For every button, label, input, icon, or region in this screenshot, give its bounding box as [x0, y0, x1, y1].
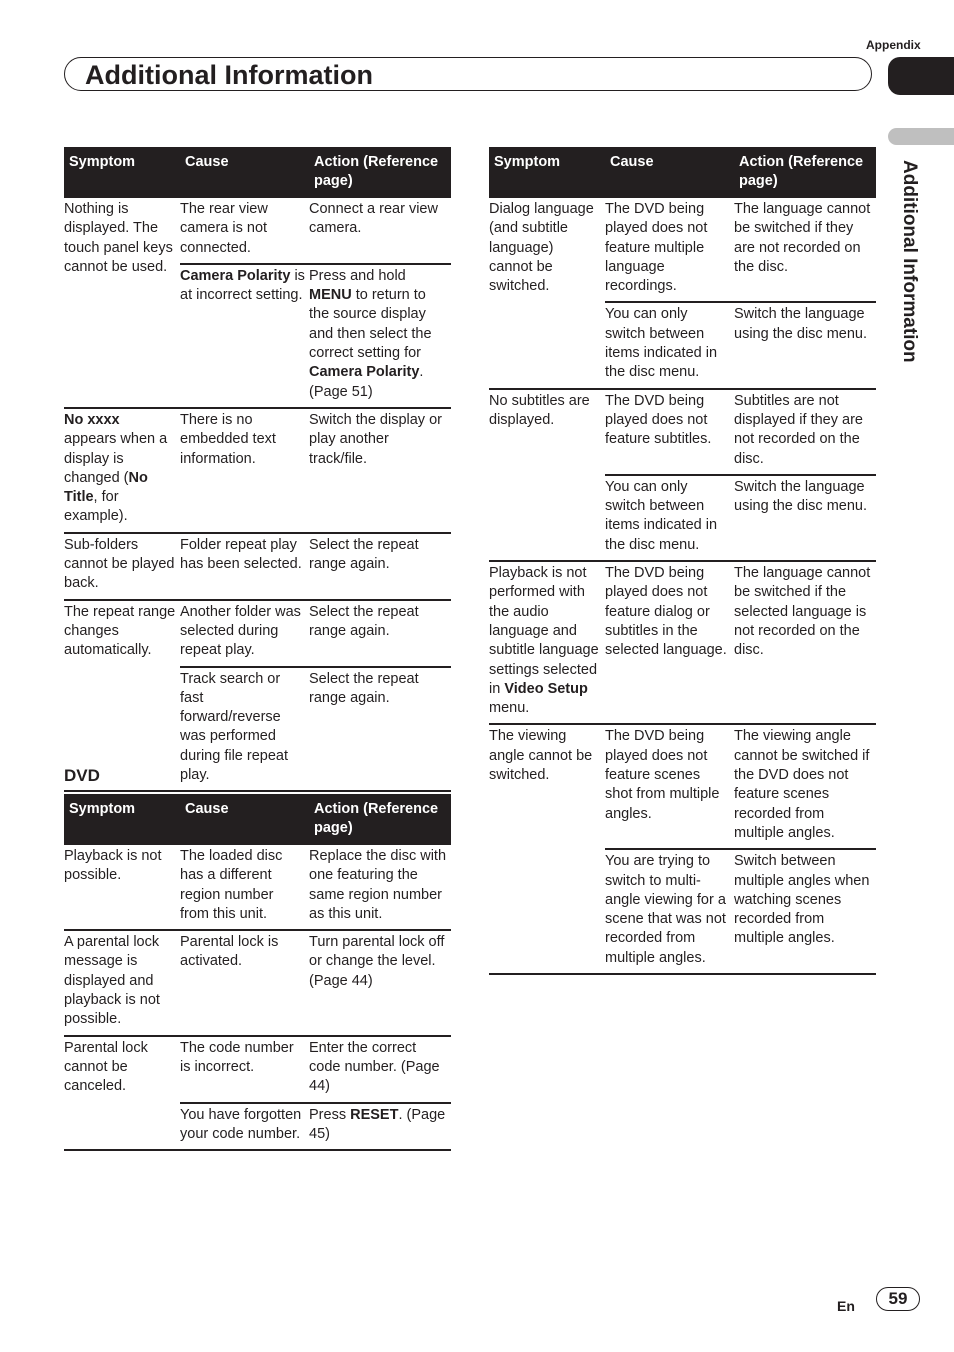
cause-cell: Folder repeat play has been selected. — [180, 533, 309, 600]
symptom-cell: No subtitles are displayed. — [489, 389, 605, 561]
action-cell: Replace the disc with one featuring the same region number as this unit. — [309, 848, 447, 922]
cause-cell: The DVD being played does not feature multiple language recordings. — [605, 201, 708, 295]
action-cell: Connect a rear view camera. — [309, 201, 438, 237]
setting-name: Camera Polarity — [180, 267, 291, 284]
header-cause: Cause — [605, 147, 734, 198]
cause-cell: The DVD being played does not feature dialog or subtitles in the selected language. — [605, 561, 734, 724]
cause-cell: You can only switch between items indicated in the disc menu. — [605, 475, 734, 561]
table-header-row — [489, 147, 876, 198]
header-symptom: Symptom — [64, 794, 180, 845]
table-row — [64, 930, 451, 1035]
action-text: Press — [309, 1106, 347, 1123]
table-row — [489, 389, 876, 475]
chapter-tab-gray — [888, 128, 954, 145]
action-text: . (Page 51) — [309, 364, 424, 400]
message-name: No xxxx — [64, 411, 120, 428]
cause-cell: You have forgotten your code number. — [180, 1103, 309, 1151]
action-cell: Turn parental lock off or change the level. (Page 44) — [309, 930, 451, 1035]
cause-cell: There is no embedded text information. — [180, 408, 309, 533]
table-row — [64, 408, 451, 533]
table-header-row — [64, 147, 451, 198]
cause-cell: The loaded disc has a different region number from this unit. — [180, 848, 283, 922]
symptom-cell: Playback is not possible. — [64, 848, 162, 884]
table-row — [489, 561, 876, 724]
action-text: . (Page 45) — [309, 1106, 446, 1142]
symptom-text: menu. — [489, 700, 530, 717]
action-cell: Switch the language using the disc menu. — [734, 475, 876, 561]
table-header-row — [64, 794, 451, 845]
symptom-cell: Parental lock cannot be canceled. — [64, 1036, 180, 1150]
key-name: MENU — [309, 287, 352, 304]
page-title-box — [64, 57, 872, 91]
symptom-cell: Nothing is displayed. The touch panel keys cannot be used. — [64, 201, 173, 275]
action-text: Press and hold — [309, 267, 406, 284]
table-row — [64, 1036, 451, 1103]
setting-name: Camera Polarity — [309, 364, 420, 381]
symptom-cell: Dialog language (and subtitle language) cannot be switched. — [489, 201, 594, 295]
cause-cell: The code number is incorrect. — [180, 1036, 309, 1103]
side-chapter-label: Additional Information — [899, 160, 920, 363]
cause-text: is at incorrect setting. — [180, 267, 305, 304]
action-cell: Switch between multiple angles when watching scenes recorded from multiple angles. — [734, 849, 876, 974]
action-cell: Switch the language using the disc menu. — [734, 302, 876, 388]
table-row — [489, 724, 876, 849]
cause-cell: The rear view camera is not connected. — [180, 201, 268, 256]
chapter-tab-black — [888, 57, 954, 95]
action-cell: The language cannot be switched if they are not recorded on the disc. — [734, 201, 871, 275]
language-label: En — [837, 1298, 855, 1314]
cause-cell: You can only switch between items indicated in the disc menu. — [605, 302, 734, 388]
table-row — [64, 845, 451, 930]
header-symptom: Symptom — [489, 147, 605, 198]
header-cause: Cause — [180, 147, 309, 198]
symptom-cell: A parental lock message is displayed and playback is not possible. — [64, 930, 180, 1035]
troubleshooting-table-general — [64, 147, 451, 792]
cause-cell: The DVD being played does not feature scenes shot from multiple angles. — [605, 724, 734, 849]
symptom-text: Playback is not performed with the audio language and subtitle language settings selected in — [489, 565, 599, 697]
troubleshooting-table-dvd — [64, 794, 451, 1151]
symptom-cell: The viewing angle cannot be switched. — [489, 724, 605, 974]
header-action: Action (Reference page) — [309, 794, 451, 845]
symptom-cell: The repeat range changes automatically. — [64, 600, 180, 792]
header-cause: Cause — [180, 794, 309, 845]
action-cell: Enter the correct code number. (Page 44) — [309, 1036, 451, 1103]
header-action: Action (Reference page) — [734, 147, 876, 198]
symptom-cell: Sub-folders cannot be played back. — [64, 533, 180, 600]
key-name: RESET — [350, 1106, 399, 1123]
message-name: No Title — [64, 469, 148, 506]
action-cell: Select the repeat range again. — [309, 600, 451, 667]
table-row — [64, 533, 451, 600]
cause-cell — [180, 264, 309, 408]
cause-cell: You are trying to switch to multi-angle viewing for a scene that was not recorded from multiple angles. — [605, 849, 734, 974]
action-cell: The viewing angle cannot be switched if the DVD does not feature scenes recorded from multiple angles. — [734, 724, 876, 849]
action-cell — [309, 264, 451, 408]
action-text: to return to the source display and then select the correct setting for — [309, 287, 432, 362]
menu-name: Video Setup — [504, 680, 588, 697]
header-symptom: Symptom — [64, 147, 180, 198]
table-row — [64, 198, 451, 264]
section-title-dvd: DVD — [64, 766, 100, 785]
cause-cell: Parental lock is activated. — [180, 930, 309, 1035]
symptom-text: appears when a display is changed ( — [64, 431, 168, 486]
table-row — [64, 600, 451, 667]
symptom-cell — [489, 561, 605, 724]
cause-cell: The DVD being played does not feature subtitles. — [605, 389, 734, 475]
action-cell: Switch the display or play another track/file. — [309, 408, 451, 533]
action-cell — [309, 1103, 451, 1151]
symptom-text: , for example). — [64, 489, 128, 525]
action-cell: Subtitles are not displayed if they are not recorded on the disc. — [734, 389, 876, 475]
action-cell: Select the repeat range again. — [309, 667, 451, 792]
action-cell: Select the repeat range again. — [309, 533, 451, 600]
table-row — [489, 198, 876, 302]
cause-cell: Track search or fast forward/reverse was performed during file repeat play. — [180, 667, 309, 792]
symptom-cell — [64, 408, 180, 533]
header-action: Action (Reference page) — [309, 147, 451, 198]
cause-cell: Another folder was selected during repeat play. — [180, 600, 309, 667]
page-number: 59 — [876, 1287, 920, 1311]
troubleshooting-table-dvd-continued — [489, 147, 876, 975]
appendix-label: Appendix — [866, 38, 921, 52]
page-title: Additional Information — [85, 60, 373, 90]
action-cell: The language cannot be switched if the selected language is not recorded on the disc. — [734, 561, 876, 724]
